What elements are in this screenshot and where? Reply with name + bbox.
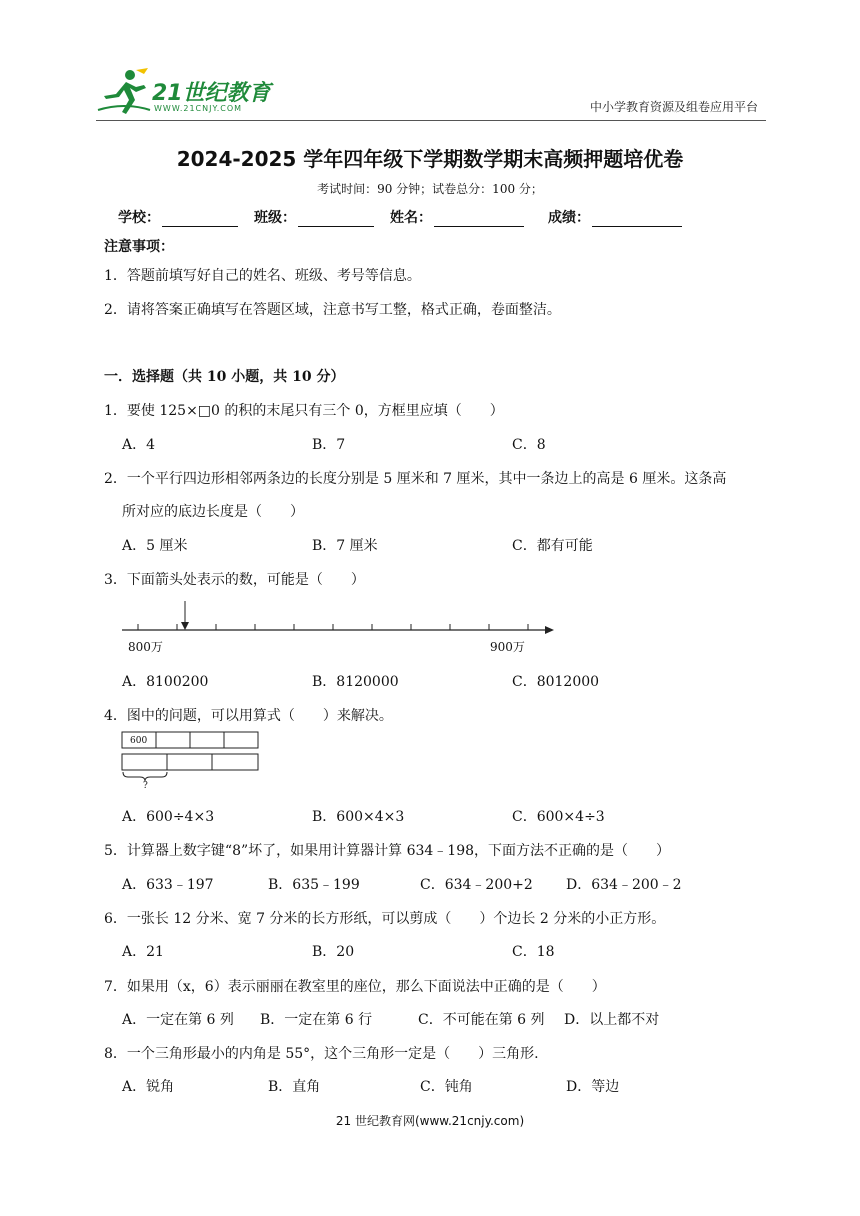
question-5-option-c[interactable]: C．634﹣200+2 xyxy=(420,877,533,893)
question-5-option-b[interactable]: B．635﹣199 xyxy=(268,877,360,893)
tape-value-label: 600 xyxy=(130,736,148,746)
number-line-start-label: 800万 xyxy=(128,640,163,654)
section-title: 一．选择题（共 10 小题，共 10 分） xyxy=(104,369,345,385)
note-item: 2．请将答案正确填写在答题区域，注意书写工整，格式正确，卷面整洁。 xyxy=(104,302,561,318)
question-2-option-a[interactable]: A．5 厘米 xyxy=(122,538,188,554)
logo xyxy=(96,66,271,118)
school-blank[interactable] xyxy=(162,211,238,227)
question-4-option-b[interactable]: B．600×4×3 xyxy=(312,809,405,825)
page-footer: 21 世纪教育网(www.21cnjy.com) xyxy=(335,1114,525,1128)
class-blank[interactable] xyxy=(298,211,374,227)
score-label: 成绩： xyxy=(548,210,590,226)
question-3-option-b[interactable]: B．8120000 xyxy=(312,674,399,690)
runner-logo-icon xyxy=(96,66,152,116)
page-header xyxy=(96,66,766,122)
question-7-stem: 7．如果用（x，6）表示丽丽在教室里的座位，那么下面说法中正确的是（ ） xyxy=(104,979,606,995)
question-6-option-c[interactable]: C．18 xyxy=(512,944,555,960)
school-field[interactable] xyxy=(118,207,238,227)
question-7-option-b[interactable]: B．一定在第 6 行 xyxy=(260,1012,373,1028)
question-2-stem-cont: 所对应的底边长度是（ ） xyxy=(122,504,304,520)
question-3-option-a[interactable]: A．8100200 xyxy=(122,674,209,690)
class-label: 班级： xyxy=(254,210,296,226)
student-info-fields xyxy=(118,207,758,229)
tape-bottom-bar xyxy=(122,754,258,770)
axis-arrow-icon xyxy=(545,626,554,634)
number-line-ticks xyxy=(138,624,528,630)
question-1-option-c[interactable]: C．8 xyxy=(512,437,546,453)
class-field[interactable] xyxy=(254,207,374,227)
name-label: 姓名： xyxy=(390,210,432,226)
number-line-figure xyxy=(118,600,558,660)
question-6-option-b[interactable]: B．20 xyxy=(312,944,355,960)
header-divider xyxy=(96,120,766,121)
question-7-option-c[interactable]: C．不可能在第 6 列 xyxy=(418,1012,545,1028)
name-blank[interactable] xyxy=(434,211,524,227)
question-4-stem: 4．图中的问题，可以用算式（ ）来解决。 xyxy=(104,708,393,724)
tape-brace-icon xyxy=(123,772,167,781)
question-1-option-b[interactable]: B．7 xyxy=(312,437,346,453)
score-blank[interactable] xyxy=(592,211,682,227)
platform-name: 中小学教育资源及组卷应用平台 xyxy=(589,100,758,114)
question-1-option-a[interactable]: A．4 xyxy=(122,437,156,453)
question-3-stem: 3．下面箭头处表示的数，可能是（ ） xyxy=(104,572,365,588)
number-line-end-label: 900万 xyxy=(490,640,525,654)
question-8-option-a[interactable]: A．锐角 xyxy=(122,1079,175,1095)
name-field[interactable] xyxy=(390,207,524,227)
school-label: 学校： xyxy=(118,210,160,226)
note-item: 1．答题前填写好自己的姓名、班级、考号等信息。 xyxy=(104,268,421,284)
question-7-option-d[interactable]: D．以上都不对 xyxy=(564,1012,660,1028)
question-6-stem: 6．一张长 12 分米、宽 7 分米的长方形纸，可以剪成（ ）个边长 2 分米的小正方形。 xyxy=(104,911,666,927)
score-field[interactable] xyxy=(548,207,682,227)
question-5-stem: 5．计算器上数字键“8”坏了，如果用计算器计算 634﹣198，下面方法不正确的是（ ） xyxy=(104,843,671,859)
question-4-option-a[interactable]: A．600÷4×3 xyxy=(122,809,215,825)
question-7-option-a[interactable]: A．一定在第 6 列 xyxy=(122,1012,234,1028)
exam-title: 2024-2025 学年四年级下学期数学期末高频押题培优卷 xyxy=(176,147,684,171)
logo-subtext: WWW.21CNJY.COM xyxy=(154,104,243,113)
logo-text: 21世纪教育 xyxy=(152,81,271,106)
tape-question-label: ? xyxy=(143,781,148,791)
tape-diagram-figure xyxy=(120,728,265,794)
question-8-option-d[interactable]: D．等边 xyxy=(566,1079,620,1095)
question-4-option-c[interactable]: C．600×4÷3 xyxy=(512,809,605,825)
question-2-stem: 2．一个平行四边形相邻两条边的长度分别是 5 厘米和 7 厘米，其中一条边上的高是 6 厘米。这条高 xyxy=(104,471,727,487)
question-6-option-a[interactable]: A．21 xyxy=(122,944,164,960)
exam-info: 考试时间：90 分钟；试卷总分：100 分； xyxy=(317,182,543,196)
question-2-option-c[interactable]: C．都有可能 xyxy=(512,538,593,554)
question-1-stem: 1．要使 125×□0 的积的末尾只有三个 0，方框里应填（ ） xyxy=(104,403,504,419)
question-3-option-c[interactable]: C．8012000 xyxy=(512,674,600,690)
question-2-option-b[interactable]: B．7 厘米 xyxy=(312,538,378,554)
question-8-option-b[interactable]: B．直角 xyxy=(268,1079,321,1095)
pointer-arrow-icon xyxy=(181,622,189,630)
question-8-option-c[interactable]: C．钝角 xyxy=(420,1079,473,1095)
question-5-option-d[interactable]: D．634﹣200﹣2 xyxy=(566,877,682,893)
question-8-stem: 8．一个三角形最小的内角是 55°，这个三角形一定是（ ）三角形. xyxy=(104,1046,539,1062)
question-5-option-a[interactable]: A．633﹣197 xyxy=(122,877,214,893)
notes-title: 注意事项： xyxy=(104,239,174,255)
